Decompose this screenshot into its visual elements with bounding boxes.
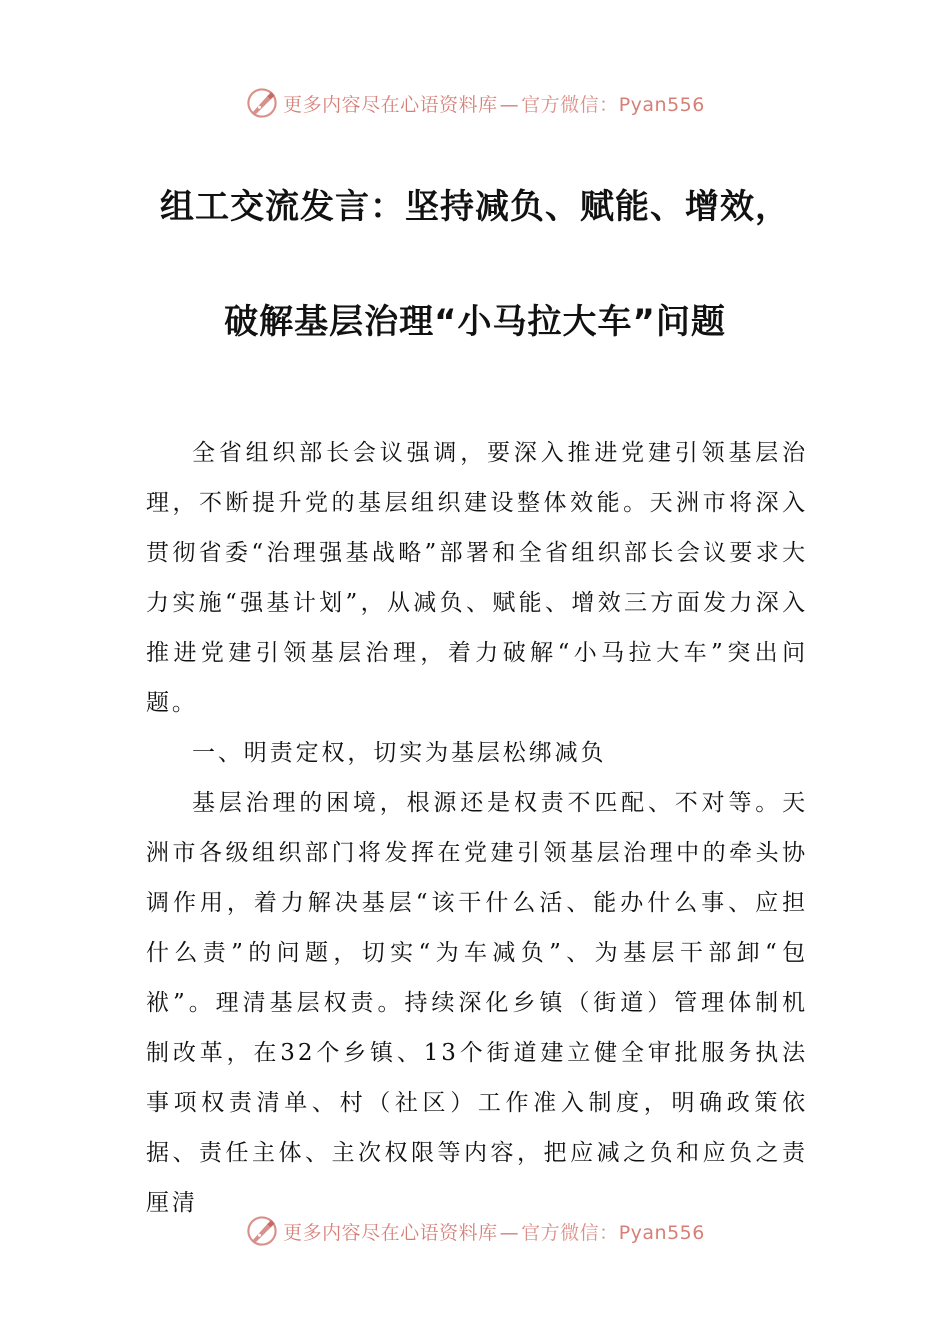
watermark-text bbox=[283, 90, 705, 117]
document-body bbox=[146, 428, 808, 1228]
watermark-site-name: 更多内容尽在心语资料库 bbox=[283, 93, 498, 116]
watermark-text bbox=[283, 1218, 705, 1245]
pen-nib-logo-icon bbox=[245, 86, 279, 120]
section-heading-1: 一、明责定权，切实为基层松绑减负 bbox=[192, 740, 607, 766]
header-watermark bbox=[0, 83, 950, 123]
pen-nib-logo-icon bbox=[245, 1214, 279, 1248]
footer-watermark bbox=[0, 1211, 950, 1251]
body-paragraph-section-1: 基层治理的困境，根源还是权责不匹配、不对等。天洲市各级组织部门将发挥在党建引领基层治理中的牵头协调作用，着力解决基层“该干什么活、能办什么事、应担什么责”的问题，切实“为车减负”、为基层干部卸“包袱”。理清基层权责。持续深化乡镇（街道）管理体制机制改革，在32个乡镇、13个街道建立健全审批服务执法事项权责清单、村（社区）工作准入制度，明确政策依据、责任主体、主次权限等内容，把应减之负和应负之责厘清 bbox=[146, 790, 808, 1216]
watermark-wechat-id: Pyan556 bbox=[618, 1221, 705, 1244]
watermark-site-name: 更多内容尽在心语资料库 bbox=[283, 1221, 498, 1244]
document-title-line-1: 组工交流发言：坚持减负、赋能、增效， bbox=[160, 187, 790, 227]
watermark-wechat-id: Pyan556 bbox=[618, 93, 705, 116]
watermark-wechat-label: 官方微信： bbox=[521, 93, 619, 116]
document-title-line-2: 破解基层治理“小马拉大车”问题 bbox=[224, 302, 726, 342]
watermark-dash: — bbox=[499, 93, 520, 116]
watermark-dash: — bbox=[499, 1221, 520, 1244]
body-paragraph-intro: 全省组织部长会议强调，要深入推进党建引领基层治理，不断提升党的基层组织建设整体效能。天洲市将深入贯彻省委“治理强基战略”部署和全省组织部长会议要求大力实施“强基计划”，从减负、赋能、增效三方面发力深入推进党建引领基层治理，着力破解“小马拉大车”突出问题。 bbox=[146, 440, 808, 716]
watermark-wechat-label: 官方微信： bbox=[521, 1221, 619, 1244]
